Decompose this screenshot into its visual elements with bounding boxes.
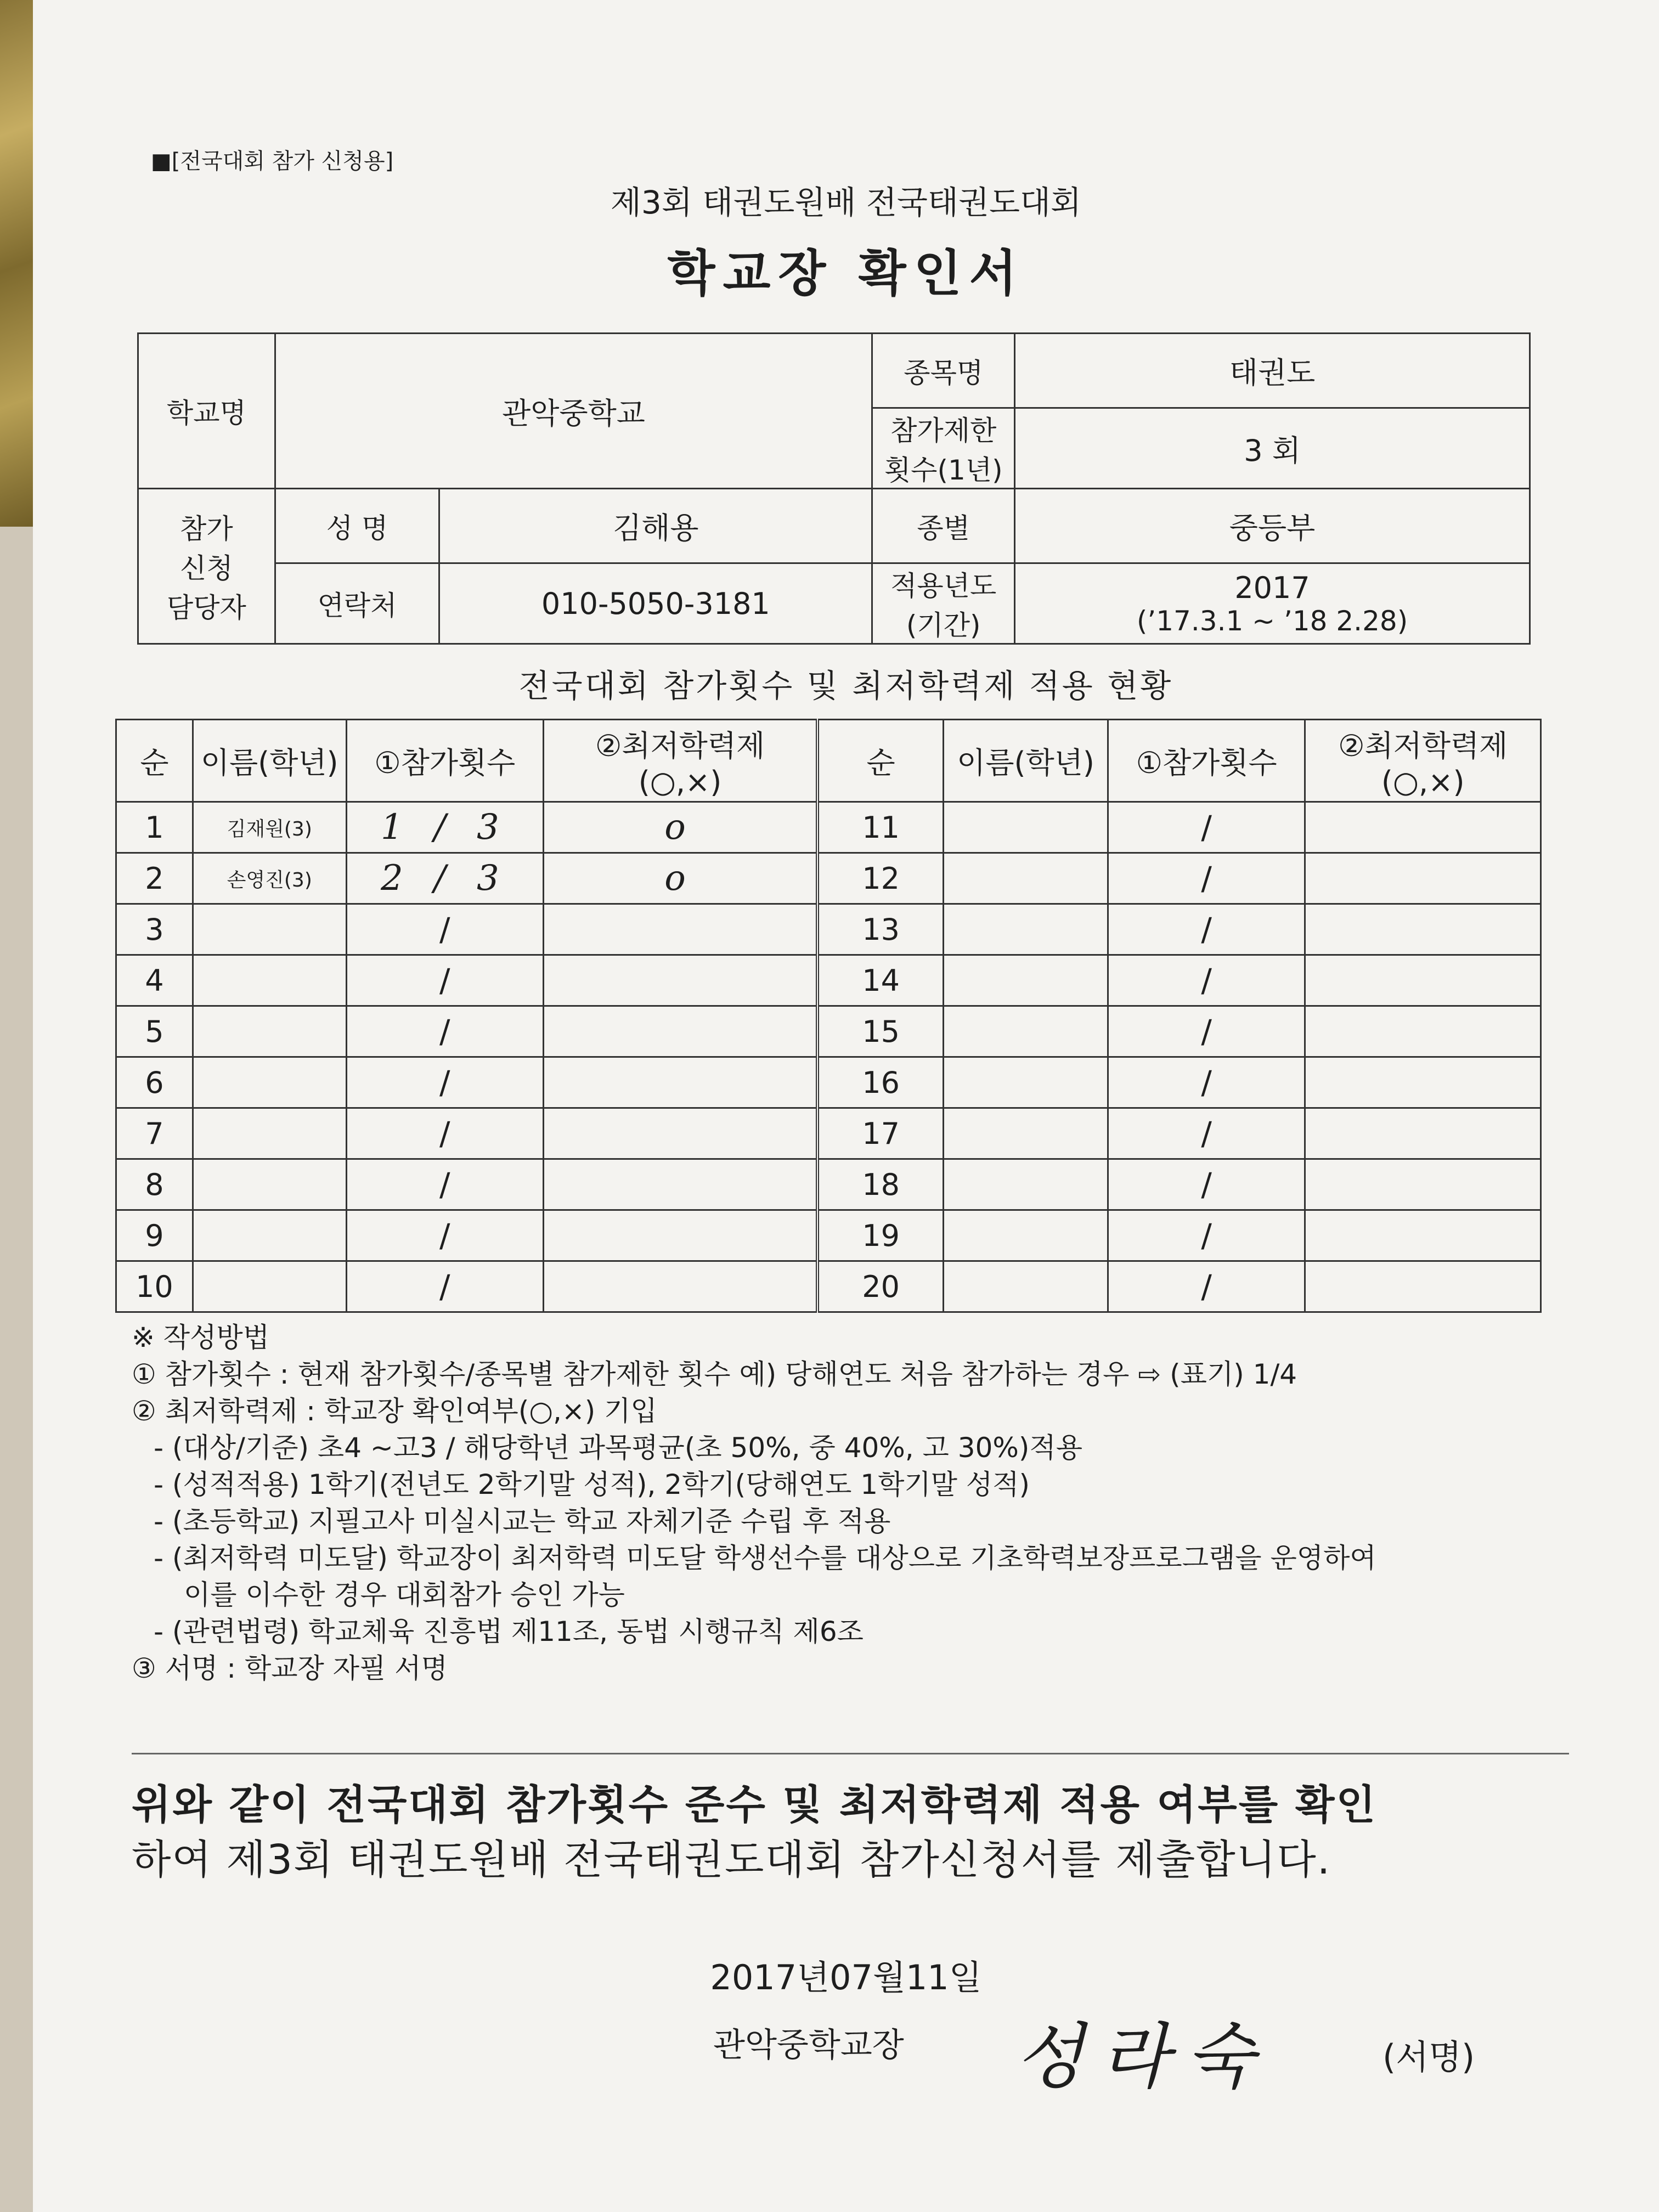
row-no2: 17 <box>817 1108 944 1159</box>
row-name2 <box>944 1261 1108 1312</box>
declaration-line2: 하여 제3회 태권도원배 전국태권도대회 참가신청서를 제출합니다. <box>132 1836 1331 1883</box>
division-label: 종별 <box>872 489 1015 563</box>
table-row <box>116 853 1541 904</box>
col-academic-header-line2: (○,×) <box>638 764 722 799</box>
limit-value: 3 회 <box>1015 408 1530 489</box>
event-label: 종목명 <box>872 334 1015 408</box>
year-value: 2017 <box>1234 570 1310 605</box>
col-academic-header <box>544 720 817 802</box>
year-label-line2: (기간) <box>906 610 981 641</box>
row-no: 6 <box>116 1057 193 1108</box>
col-academic2-header-line2: (○,×) <box>1381 764 1465 799</box>
col-name2-header: 이름(학년) <box>944 720 1108 802</box>
row-count2: / <box>1108 1210 1305 1261</box>
row-no2: 19 <box>817 1210 944 1261</box>
note-2: ② 최저학력제 : 학교장 확인여부(○,×) 기입 <box>132 1395 657 1427</box>
event-value: 태권도 <box>1015 334 1530 408</box>
roster-header-row <box>116 720 1541 802</box>
row-academic <box>544 1261 817 1312</box>
issue-date: 2017년07월11일 <box>710 1957 982 1997</box>
table-row <box>116 1108 1541 1159</box>
row-name2 <box>944 1159 1108 1210</box>
col-academic-header-line1: ②최저학력제 <box>595 728 765 763</box>
row-name2 <box>944 1057 1108 1108</box>
col-academic2-header <box>1305 720 1541 802</box>
period-value: (’17.3.1 ~ ’18 2.28) <box>1136 605 1408 637</box>
row-no2: 11 <box>817 802 944 853</box>
row-academic <box>544 1210 817 1261</box>
phone-value: 010-5050-3181 <box>439 563 872 644</box>
row-name <box>193 904 346 955</box>
row-no2: 14 <box>817 955 944 1006</box>
row-no: 9 <box>116 1210 193 1261</box>
row-no: 1 <box>116 802 193 853</box>
table-row <box>116 1057 1541 1108</box>
instructions-heading: ※ 작성방법 <box>132 1322 269 1353</box>
row-academic2 <box>1305 955 1541 1006</box>
contact-group-label <box>138 489 275 644</box>
handwritten-signature: 성라숙 <box>1015 2015 1271 2098</box>
row-no: 7 <box>116 1108 193 1159</box>
contact-group-line1: 참가 <box>180 513 233 545</box>
col-no-header: 순 <box>116 720 193 802</box>
col-count2-header: ①참가횟수 <box>1108 720 1305 802</box>
row-no: 10 <box>116 1261 193 1312</box>
row-count: 2 / 3 <box>346 853 544 904</box>
col-no2-header: 순 <box>817 720 944 802</box>
row-name <box>193 1057 346 1108</box>
row-no2: 18 <box>817 1159 944 1210</box>
note-2e: - (관련법령) 학교체육 진흥법 제11조, 동법 시행규칙 제6조 <box>154 1616 864 1647</box>
declaration-line1: 위와 같이 전국대회 참가횟수 준수 및 최저학력제 적용 여부를 확인 <box>132 1781 1377 1829</box>
contact-group-line2: 신청 <box>180 552 233 584</box>
row-academic: o <box>544 853 817 904</box>
row-count2: / <box>1108 1159 1305 1210</box>
limit-label-line1: 참가제한 <box>890 415 997 447</box>
row-academic2 <box>1305 1210 1541 1261</box>
row-count: / <box>346 1210 544 1261</box>
phone-label: 연락처 <box>275 563 439 644</box>
row-name: 김재원(3) <box>193 802 346 853</box>
table-row <box>116 955 1541 1006</box>
row-name <box>193 1006 346 1057</box>
name-label: 성 명 <box>275 489 439 563</box>
instructions <box>132 1319 1580 1687</box>
row-count2: / <box>1108 1261 1305 1312</box>
note-2c: - (초등학교) 지필고사 미실시교는 학교 자체기준 수립 후 적용 <box>154 1505 891 1537</box>
school-value: 관악중학교 <box>275 334 872 489</box>
row-count: / <box>346 1108 544 1159</box>
row-academic2 <box>1305 1159 1541 1210</box>
table-row <box>116 904 1541 955</box>
limit-label <box>872 408 1015 489</box>
info-table <box>137 332 1531 645</box>
row-no2: 15 <box>817 1006 944 1057</box>
note-3: ③ 서명 : 학교장 자필 서명 <box>132 1652 448 1684</box>
year-label-line1: 적용년도 <box>890 570 997 602</box>
note-2a: - (대상/기준) 초4 ~고3 / 해당학년 과목평균(초 50%, 중 40%, 고 30%)적용 <box>154 1432 1082 1464</box>
table-row <box>116 802 1541 853</box>
note-2d: - (최저학력 미도달) 학교장이 최저학력 미도달 학생선수를 대상으로 기초학력보장프로그램을 운영하여 <box>154 1542 1376 1574</box>
row-academic2 <box>1305 853 1541 904</box>
row-name <box>193 1210 346 1261</box>
row-name <box>193 955 346 1006</box>
contact-group-line3: 담당자 <box>166 592 246 624</box>
row-name: 손영진(3) <box>193 853 346 904</box>
note-1: ① 참가횟수 : 현재 참가횟수/종목별 참가제한 횟수 예) 당해연도 처음 참가하는 경우 ⇨ (표기) 1/4 <box>132 1358 1297 1390</box>
row-no: 4 <box>116 955 193 1006</box>
row-no: 5 <box>116 1006 193 1057</box>
row-academic <box>544 955 817 1006</box>
row-name2 <box>944 853 1108 904</box>
document-title: 학교장 확인서 <box>667 245 1025 302</box>
row-name2 <box>944 802 1108 853</box>
row-name <box>193 1108 346 1159</box>
row-name <box>193 1159 346 1210</box>
row-no: 8 <box>116 1159 193 1210</box>
row-academic <box>544 1159 817 1210</box>
note-2d-cont: 이를 이수한 경우 대회참가 승인 가능 <box>184 1579 625 1611</box>
row-academic2 <box>1305 1006 1541 1057</box>
row-academic2 <box>1305 802 1541 853</box>
row-count2: / <box>1108 1006 1305 1057</box>
name-value: 김해용 <box>439 489 872 563</box>
roster-title: 전국대회 참가횟수 및 최저학력제 적용 현황 <box>518 667 1173 704</box>
row-academic <box>544 1108 817 1159</box>
row-count2: / <box>1108 1108 1305 1159</box>
note-2b: - (성적적용) 1학기(전년도 2학기말 성적), 2학기(당해연도 1학기말 성적) <box>154 1469 1030 1500</box>
row-count2: / <box>1108 904 1305 955</box>
competition-title: 제3회 태권도원배 전국태권도대회 <box>610 184 1082 221</box>
row-name2 <box>944 904 1108 955</box>
row-count: / <box>346 1057 544 1108</box>
row-name <box>193 1261 346 1312</box>
row-academic2 <box>1305 1108 1541 1159</box>
row-no: 3 <box>116 904 193 955</box>
division-value: 중등부 <box>1015 489 1530 563</box>
limit-label-line2: 횟수(1년) <box>884 454 1003 486</box>
row-no2: 20 <box>817 1261 944 1312</box>
row-name2 <box>944 1210 1108 1261</box>
row-count2: / <box>1108 802 1305 853</box>
col-name-header: 이름(학년) <box>193 720 346 802</box>
row-count: / <box>346 1261 544 1312</box>
row-count: / <box>346 904 544 955</box>
row-count: / <box>346 1006 544 1057</box>
table-row <box>116 1006 1541 1057</box>
row-academic2 <box>1305 1057 1541 1108</box>
row-count: 1 / 3 <box>346 802 544 853</box>
col-academic2-header-line1: ②최저학력제 <box>1338 728 1508 763</box>
row-name2 <box>944 1108 1108 1159</box>
row-no2: 16 <box>817 1057 944 1108</box>
row-academic2 <box>1305 1261 1541 1312</box>
row-name2 <box>944 955 1108 1006</box>
row-count2: / <box>1108 955 1305 1006</box>
row-no: 2 <box>116 853 193 904</box>
table-row <box>116 1159 1541 1210</box>
year-label <box>872 563 1015 644</box>
row-academic: o <box>544 802 817 853</box>
row-academic <box>544 904 817 955</box>
row-academic <box>544 1006 817 1057</box>
principal-title: 관악중학교장 <box>713 2026 904 2064</box>
row-no2: 13 <box>817 904 944 955</box>
school-label: 학교명 <box>138 334 275 489</box>
row-count: / <box>346 1159 544 1210</box>
form-type-tag: ■[전국대회 참가 신청용] <box>151 149 394 174</box>
divider <box>132 1753 1569 1754</box>
table-row <box>116 1261 1541 1312</box>
signature-mark: (서명) <box>1383 2037 1475 2077</box>
roster-table <box>115 719 1542 1313</box>
row-name2 <box>944 1006 1108 1057</box>
row-academic2 <box>1305 904 1541 955</box>
year-value-cell <box>1015 563 1530 644</box>
row-academic <box>544 1057 817 1108</box>
table-row <box>116 1210 1541 1261</box>
row-no2: 12 <box>817 853 944 904</box>
row-count: / <box>346 955 544 1006</box>
row-count2: / <box>1108 1057 1305 1108</box>
row-count2: / <box>1108 853 1305 904</box>
col-count-header: ①참가횟수 <box>346 720 544 802</box>
declaration <box>132 1778 1569 1887</box>
document-sheet <box>33 0 1659 2212</box>
